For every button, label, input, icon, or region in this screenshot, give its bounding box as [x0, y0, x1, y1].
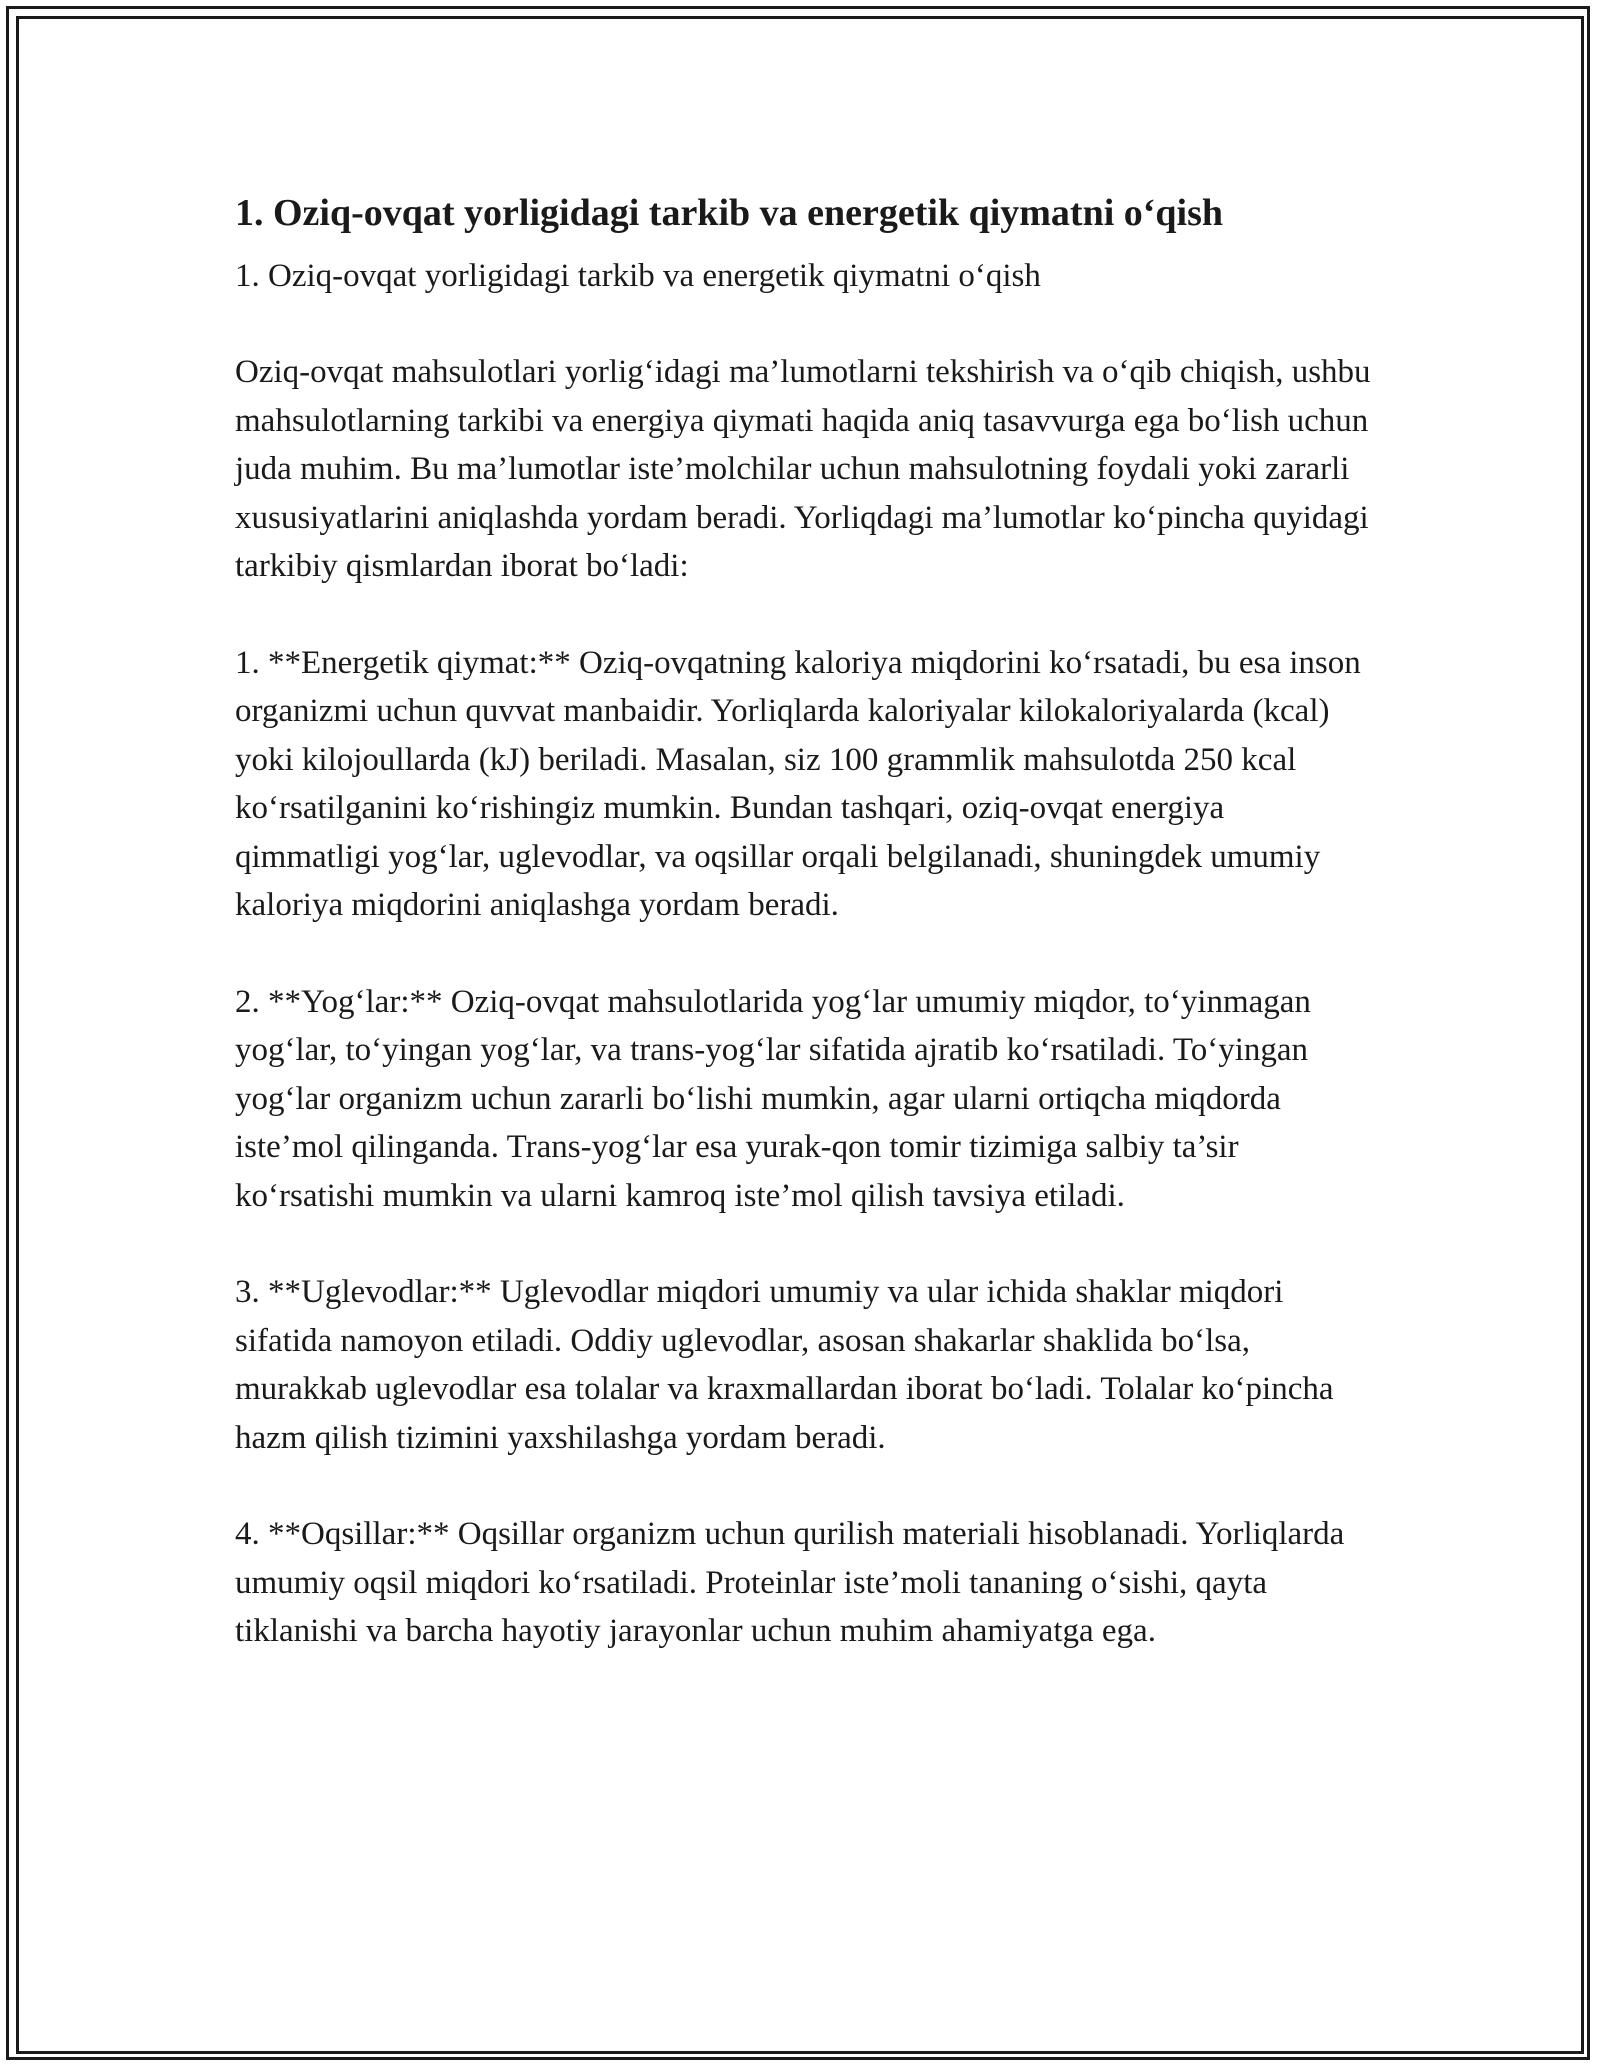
list-item-fats: 2. **Yog‘lar:** Oziq-ovqat mahsulotlarida yog‘lar umumiy miqdor, to‘yinmagan yog‘lar, to‘yingan yog‘lar, va trans-yog‘lar sifatida ajratib ko‘rsatiladi. To‘yingan yog‘lar organizm uchun zararli bo‘lishi mumkin, agar ularni ortiqcha miqdorda iste’mol qilinganda. Trans-yog‘lar esa yurak-qon tomir tizimiga salbiy ta’sir ko‘rsatishi mumkin va ularni kamroq iste’mol qilish tavsiya etiladi.: [235, 983, 1311, 1214]
document-subtitle: 1. Oziq-ovqat yorligidagi tarkib va energetik qiymatni o‘qish: [235, 258, 1041, 294]
list-item-proteins: 4. **Oqsillar:** Oqsillar organizm uchun qurilish materiali hisoblanadi. Yorliqlarda umumiy oqsil miqdori ko‘rsatiladi. Proteinlar iste’moli tananing o‘sishi, qayta tiklanishi va barcha hayotiy jarayonlar uchun muhim ahamiyatga ega.: [235, 1516, 1345, 1649]
list-item-energy: 1. **Energetik qiymat:** Oziq-ovqatning kaloriya miqdorini ko‘rsatadi, bu esa inson organizmi uchun quvvat manbaidir. Yorliqlarda kaloriyalar kilokaloriyalarda (kcal) yoki kilojoullarda (kJ) beriladi. Masalan, siz 100 grammlik mahsulotda 250 kcal ko‘rsatilganini ko‘rishingiz mumkin. Bundan tashqari, oziq-ovqat energiya qimmatligi yog‘lar, uglevodlar, va oqsillar orqali belgilanadi, shuningdek umumiy kaloriya miqdorini aniqlashga yordam beradi.: [235, 644, 1361, 923]
document-body: [235, 186, 1375, 1656]
list-item-carbohydrates: 3. **Uglevodlar:** Uglevodlar miqdori umumiy va ular ichida shaklar miqdori sifatida namoyon etiladi. Oddiy uglevodlar, asosan shakarlar shaklida bo‘lsa, murakkab uglevodlar esa tolalar va kraxmallardan iborat bo‘ladi. Tolalar ko‘pincha hazm qilish tizimini yaxshilashga yordam beradi.: [235, 1274, 1334, 1456]
document-title: 1. Oziq-ovqat yorligidagi tarkib va energetik qiymatni o‘qish: [235, 192, 1224, 234]
intro-paragraph: Oziq-ovqat mahsulotlari yorlig‘idagi ma’lumotlarni tekshirish va o‘qib chiqish, ushbu mahsulotlarning tarkibi va energiya qiymati haqida aniq tasavvurga ega bo‘lish uchun juda muhim. Bu ma’lumotlar iste’molchilar uchun mahsulotning foydali yoki zararli xususiyatlarini aniqlashda yordam beradi. Yorliqdagi ma’lumotlar ko‘pincha quyidagi tarkibiy qismlardan iborat bo‘ladi:: [235, 354, 1371, 584]
